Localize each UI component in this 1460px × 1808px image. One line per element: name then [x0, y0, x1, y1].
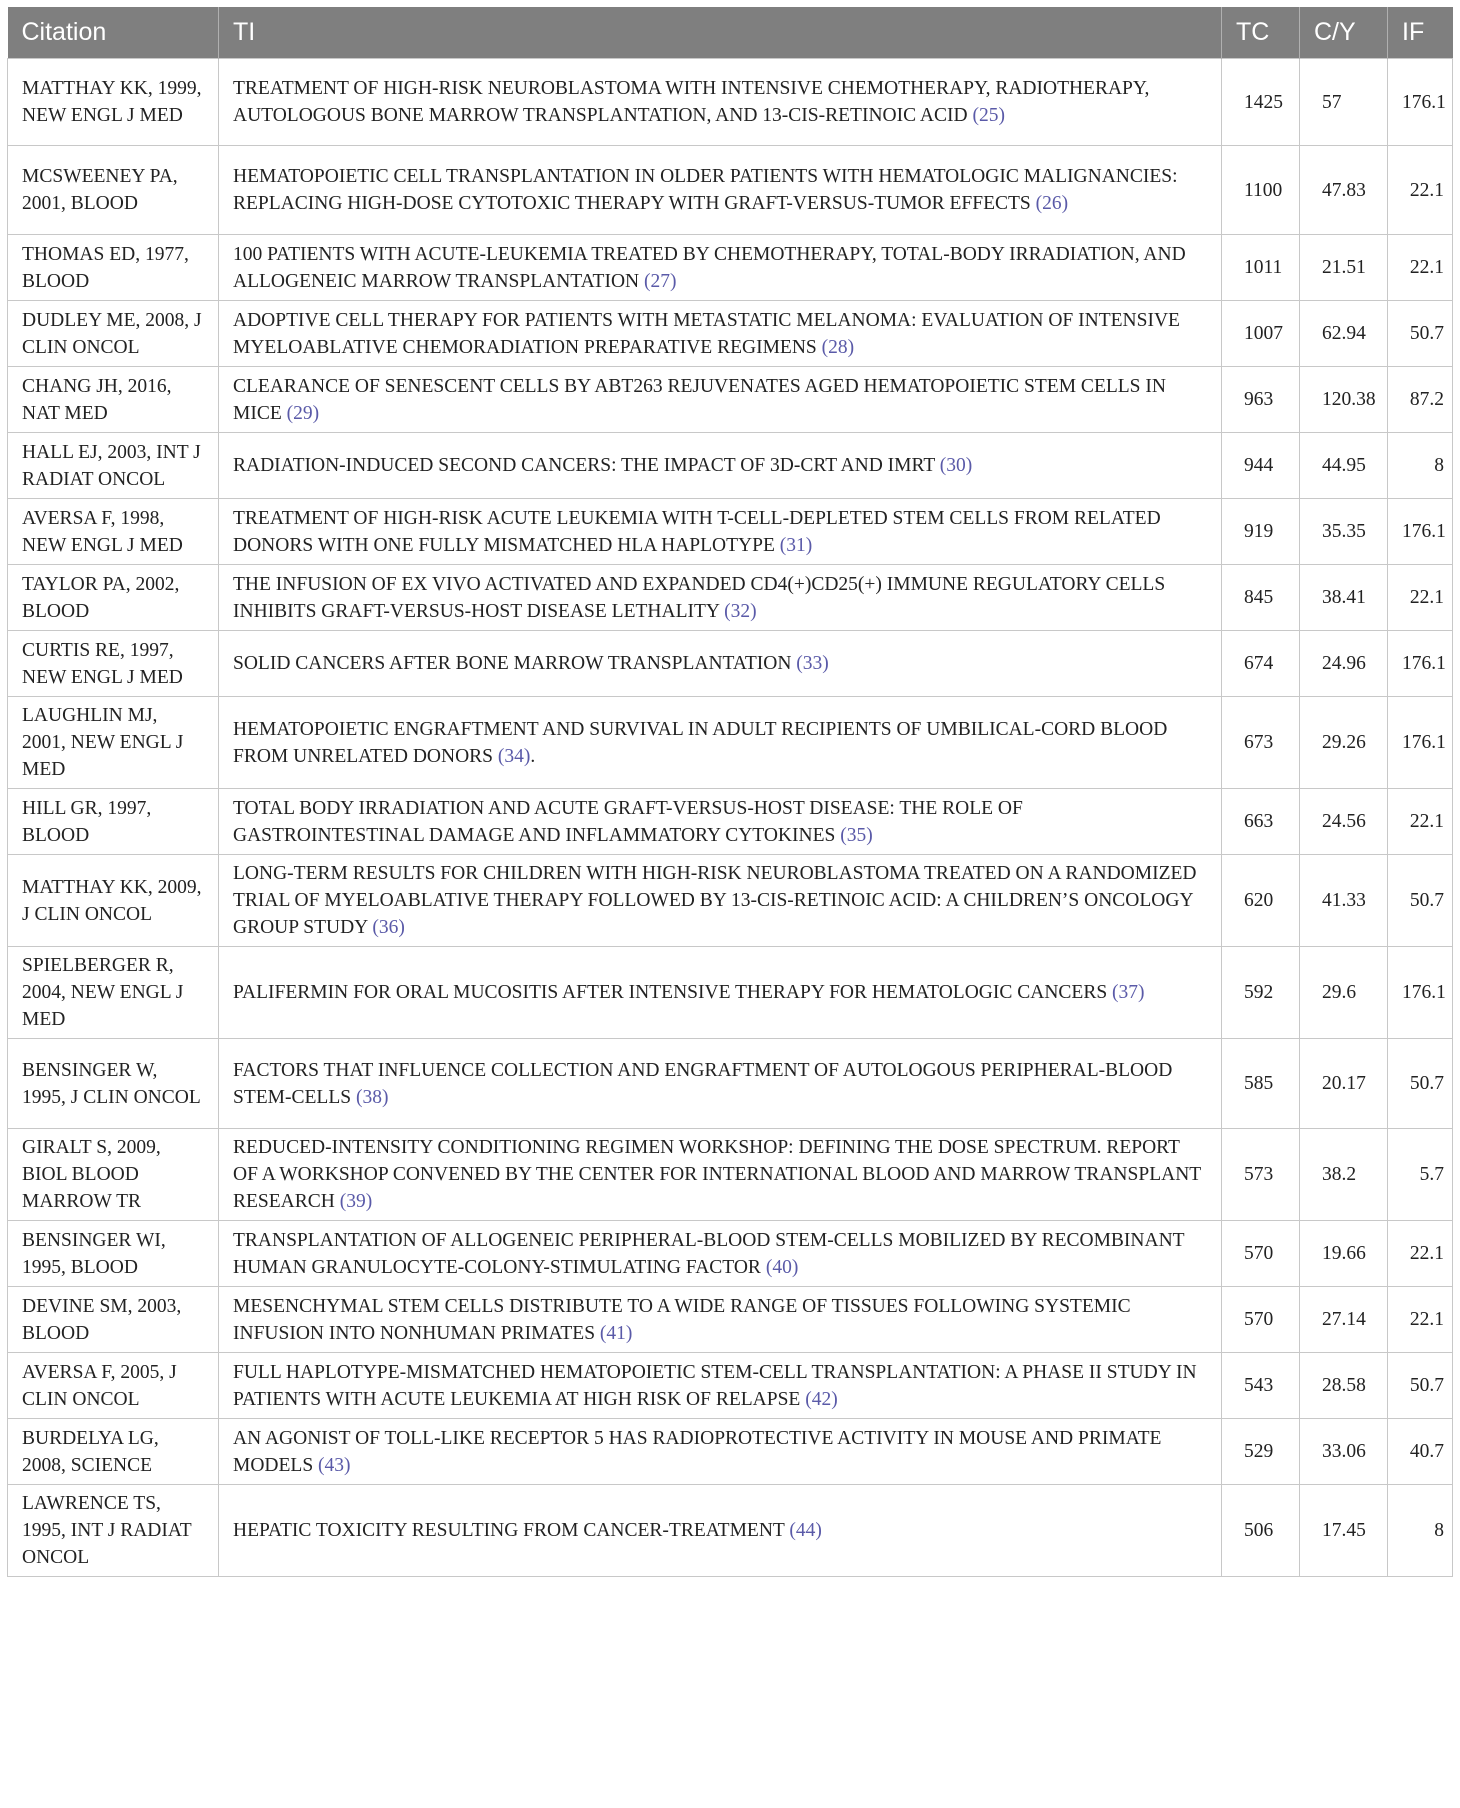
citation-cell: SPIELBERGER R, 2004, NEW ENGL J MED [8, 947, 219, 1039]
cy-cell: 44.95 [1300, 433, 1388, 499]
tc-cell: 570 [1222, 1221, 1300, 1287]
table-row [8, 433, 1453, 499]
cy-cell: 29.6 [1300, 947, 1388, 1039]
cy-cell: 33.06 [1300, 1419, 1388, 1485]
if-cell: 176.1 [1388, 697, 1453, 789]
table-row [8, 947, 1453, 1039]
citation-cell: LAUGHLIN MJ, 2001, NEW ENGL J MED [8, 697, 219, 789]
table-row [8, 697, 1453, 789]
citation-cell: GIRALT S, 2009, BIOL BLOOD MARROW TR [8, 1129, 219, 1221]
title-cell: CLEARANCE OF SENESCENT CELLS BY ABT263 REJUVENATES AGED HEMATOPOIETIC STEM CELLS IN MICE (29) [219, 367, 1222, 433]
title-text: RADIATION-INDUCED SECOND CANCERS: THE IMPACT OF 3D-CRT AND IMRT [233, 455, 935, 476]
if-cell: 8 [1388, 433, 1453, 499]
if-cell: 176.1 [1388, 947, 1453, 1039]
reference-link[interactable]: 26 [1042, 193, 1062, 214]
citation-cell: THOMAS ED, 1977, BLOOD [8, 235, 219, 301]
title-cell: ADOPTIVE CELL THERAPY FOR PATIENTS WITH METASTATIC MELANOMA: EVALUATION OF INTENSIVE MYELOABLATIVE CHEMORADIATION PREPARATIVE REGIMENS (28) [219, 301, 1222, 367]
reference-link[interactable]: 34 [504, 745, 524, 767]
if-cell: 50.7 [1388, 1039, 1453, 1129]
if-cell: 87.2 [1388, 367, 1453, 433]
tc-cell: 944 [1222, 433, 1300, 499]
if-cell: 8 [1388, 1485, 1453, 1577]
reference-link[interactable]: 33 [802, 653, 823, 674]
title-text: FACTORS THAT INFLUENCE COLLECTION AND ENGRAFTMENT OF AUTOLOGOUS PERIPHERAL-BLOOD STEM-CELLS [233, 1059, 1173, 1108]
tc-cell: 573 [1222, 1129, 1300, 1221]
title-cell: AN AGONIST OF TOLL-LIKE RECEPTOR 5 HAS RADIOPROTECTIVE ACTIVITY IN MOUSE AND PRIMATE MODELS (43) [219, 1419, 1222, 1485]
tc-cell: 845 [1222, 565, 1300, 631]
tc-cell: 1011 [1222, 235, 1300, 301]
cy-cell: 38.41 [1300, 565, 1388, 631]
if-cell: 50.7 [1388, 1353, 1453, 1419]
reference-link[interactable]: 30 [946, 455, 966, 476]
cy-cell: 38.2 [1300, 1129, 1388, 1221]
table-row [8, 1221, 1453, 1287]
cy-cell: 24.56 [1300, 789, 1388, 855]
tc-cell: 592 [1222, 947, 1300, 1039]
if-cell: 40.7 [1388, 1419, 1453, 1485]
cy-cell: 27.14 [1300, 1287, 1388, 1353]
title-cell: TRANSPLANTATION OF ALLOGENEIC PERIPHERAL-BLOOD STEM-CELLS MOBILIZED BY RECOMBINANT HUMAN GRANULOCYTE-COLONY-STIMULATING FACTOR (40) [219, 1221, 1222, 1287]
title-text: TRANSPLANTATION OF ALLOGENEIC PERIPHERAL-BLOOD STEM-CELLS MOBILIZED BY RECOMBINANT HUMAN GRANULOCYTE-COLONY-STIMULATING FACTOR [233, 1229, 1185, 1278]
title-text: 100 PATIENTS WITH ACUTE-LEUKEMIA TREATED BY CHEMOTHERAPY, TOTAL-BODY IRRADIATION, AND ALLOGENEIC MARROW TRANSPLANTATION [233, 243, 1186, 292]
table-row [8, 855, 1453, 947]
cy-cell: 120.38 [1300, 367, 1388, 433]
tc-cell: 1007 [1222, 301, 1300, 367]
title-text: MESENCHYMAL STEM CELLS DISTRIBUTE TO A WIDE RANGE OF TISSUES FOLLOWING SYSTEMIC INFUSION INTO NONHUMAN PRIMATES [233, 1295, 1131, 1344]
citation-cell: CURTIS RE, 1997, NEW ENGL J MED [8, 631, 219, 697]
citation-cell: DUDLEY ME, 2008, J CLIN ONCOL [8, 301, 219, 367]
title-text: AN AGONIST OF TOLL-LIKE RECEPTOR 5 HAS RADIOPROTECTIVE ACTIVITY IN MOUSE AND PRIMATE MODELS [233, 1427, 1162, 1476]
title-text: LONG-TERM RESULTS FOR CHILDREN WITH HIGH-RISK NEUROBLASTOMA TREATED ON A RANDOMIZED TRIAL OF MYELOABLATIVE THERAPY FOLLOWED BY 13-CIS-RETINOIC ACID: A CHILDREN’S ONCOLOGY GROUP STUDY [233, 863, 1197, 938]
table-row [8, 146, 1453, 235]
cy-cell: 47.83 [1300, 146, 1388, 235]
citation-cell: LAWRENCE TS, 1995, INT J RADIAT ONCOL [8, 1485, 219, 1577]
table-row [8, 235, 1453, 301]
header-if: IF [1388, 7, 1453, 59]
citation-cell: MATTHAY KK, 1999, NEW ENGL J MED [8, 59, 219, 146]
reference-link[interactable]: 25 [978, 105, 999, 126]
table-row [8, 1419, 1453, 1485]
title-text: TOTAL BODY IRRADIATION AND ACUTE GRAFT-VERSUS-HOST DISEASE: THE ROLE OF GASTROINTESTINAL DAMAGE AND INFLAMMATORY CYTOKINES [233, 797, 1023, 846]
tc-cell: 1425 [1222, 59, 1300, 146]
reference-link[interactable]: 28 [828, 336, 848, 358]
table-row [8, 631, 1453, 697]
title-cell: 100 PATIENTS WITH ACUTE-LEUKEMIA TREATED BY CHEMOTHERAPY, TOTAL-BODY IRRADIATION, AND ALLOGENEIC MARROW TRANSPLANTATION (27) [219, 235, 1222, 301]
cy-cell: 17.45 [1300, 1485, 1388, 1577]
title-text: TREATMENT OF HIGH-RISK ACUTE LEUKEMIA WITH T-CELL-DEPLETED STEM CELLS FROM RELATED DONORS WITH ONE FULLY MISMATCHED HLA HAPLOTYPE [233, 507, 1161, 556]
tc-cell: 673 [1222, 697, 1300, 789]
cy-cell: 24.96 [1300, 631, 1388, 697]
table-row [8, 1039, 1453, 1129]
citation-cell: MCSWEENEY PA, 2001, BLOOD [8, 146, 219, 235]
title-cell: MESENCHYMAL STEM CELLS DISTRIBUTE TO A WIDE RANGE OF TISSUES FOLLOWING SYSTEMIC INFUSION INTO NONHUMAN PRIMATES (41) [219, 1287, 1222, 1353]
reference-link[interactable]: 42 [811, 1388, 832, 1410]
table-row [8, 789, 1453, 855]
if-cell: 22.1 [1388, 1287, 1453, 1353]
tc-cell: 506 [1222, 1485, 1300, 1577]
tc-cell: 674 [1222, 631, 1300, 697]
tc-cell: 585 [1222, 1039, 1300, 1129]
citation-cell: AVERSA F, 2005, J CLIN ONCOL [8, 1353, 219, 1419]
reference-link[interactable]: 36 [378, 917, 399, 938]
title-text: FULL HAPLOTYPE-MISMATCHED HEMATOPOIETIC STEM-CELL TRANSPLANTATION: A PHASE II STUDY IN PATIENTS WITH ACUTE LEUKEMIA AT HIGH RISK OF RELAPSE [233, 1361, 1197, 1410]
table-body [8, 59, 1453, 1577]
cy-cell: 35.35 [1300, 499, 1388, 565]
citation-cell: BENSINGER WI, 1995, BLOOD [8, 1221, 219, 1287]
if-cell: 50.7 [1388, 301, 1453, 367]
table-row [8, 1485, 1453, 1577]
title-cell: FULL HAPLOTYPE-MISMATCHED HEMATOPOIETIC STEM-CELL TRANSPLANTATION: A PHASE II STUDY IN PATIENTS WITH ACUTE LEUKEMIA AT HIGH RISK OF RELAPSE (42) [219, 1353, 1222, 1419]
title-text: ADOPTIVE CELL THERAPY FOR PATIENTS WITH METASTATIC MELANOMA: EVALUATION OF INTENSIVE MYELOABLATIVE CHEMORADIATION PREPARATIVE REGIMENS [233, 309, 1180, 358]
title-suffix: . [530, 745, 536, 767]
citation-cell: HALL EJ, 2003, INT J RADIAT ONCOL [8, 433, 219, 499]
citation-cell: HILL GR, 1997, BLOOD [8, 789, 219, 855]
reference-link[interactable]: 44 [795, 1520, 816, 1541]
reference-link[interactable]: 29 [293, 402, 313, 424]
reference-link[interactable]: 39 [346, 1191, 366, 1212]
cy-cell: 19.66 [1300, 1221, 1388, 1287]
title-cell: REDUCED-INTENSITY CONDITIONING REGIMEN WORKSHOP: DEFINING THE DOSE SPECTRUM. REPORT OF A WORKSHOP CONVENED BY THE CENTER FOR INTERNATIONAL BLOOD AND MARROW TRANSPLANT RESEARCH (39) [219, 1129, 1222, 1221]
title-cell: PALIFERMIN FOR ORAL MUCOSITIS AFTER INTENSIVE THERAPY FOR HEMATOLOGIC CANCERS (37) [219, 947, 1222, 1039]
citation-table [7, 7, 1453, 1577]
title-text: CLEARANCE OF SENESCENT CELLS BY ABT263 REJUVENATES AGED HEMATOPOIETIC STEM CELLS IN MICE [233, 375, 1166, 424]
title-text: TREATMENT OF HIGH-RISK NEUROBLASTOMA WITH INTENSIVE CHEMOTHERAPY, RADIOTHERAPY, AUTOLOGOUS BONE MARROW TRANSPLANTATION, AND 13-CIS-RETINOIC ACID [233, 78, 1150, 126]
reference-link[interactable]: 43 [324, 1454, 345, 1476]
title-cell: SOLID CANCERS AFTER BONE MARROW TRANSPLANTATION (33) [219, 631, 1222, 697]
title-text: HEMATOPOIETIC ENGRAFTMENT AND SURVIVAL IN ADULT RECIPIENTS OF UMBILICAL-CORD BLOOD FROM UNRELATED DONORS [233, 718, 1168, 767]
title-cell: FACTORS THAT INFLUENCE COLLECTION AND ENGRAFTMENT OF AUTOLOGOUS PERIPHERAL-BLOOD STEM-CELLS (38) [219, 1039, 1222, 1129]
if-cell: 22.1 [1388, 565, 1453, 631]
table-header-row [8, 7, 1453, 59]
table-row [8, 499, 1453, 565]
reference-link[interactable]: 37 [1118, 982, 1139, 1003]
tc-cell: 620 [1222, 855, 1300, 947]
table-row [8, 59, 1453, 146]
title-cell: HEMATOPOIETIC ENGRAFTMENT AND SURVIVAL IN ADULT RECIPIENTS OF UMBILICAL-CORD BLOOD FROM UNRELATED DONORS (34). [219, 697, 1222, 789]
if-cell: 176.1 [1388, 499, 1453, 565]
cy-cell: 28.58 [1300, 1353, 1388, 1419]
tc-cell: 919 [1222, 499, 1300, 565]
header-tc: TC [1222, 7, 1300, 59]
citation-cell: MATTHAY KK, 2009, J CLIN ONCOL [8, 855, 219, 947]
if-cell: 22.1 [1388, 146, 1453, 235]
title-cell: THE INFUSION OF EX VIVO ACTIVATED AND EXPANDED CD4(+)CD25(+) IMMUNE REGULATORY CELLS INHIBITS GRAFT-VERSUS-HOST DISEASE LETHALITY (32) [219, 565, 1222, 631]
cy-cell: 21.51 [1300, 235, 1388, 301]
title-text: PALIFERMIN FOR ORAL MUCOSITIS AFTER INTENSIVE THERAPY FOR HEMATOLOGIC CANCERS [233, 982, 1108, 1003]
tc-cell: 529 [1222, 1419, 1300, 1485]
tc-cell: 543 [1222, 1353, 1300, 1419]
citation-cell: TAYLOR PA, 2002, BLOOD [8, 565, 219, 631]
title-cell: LONG-TERM RESULTS FOR CHILDREN WITH HIGH-RISK NEUROBLASTOMA TREATED ON A RANDOMIZED TRIAL OF MYELOABLATIVE THERAPY FOLLOWED BY 13-CIS-RETINOIC ACID: A CHILDREN’S ONCOLOGY GROUP STUDY (36) [219, 855, 1222, 947]
if-cell: 176.1 [1388, 59, 1453, 146]
cy-cell: 62.94 [1300, 301, 1388, 367]
if-cell: 22.1 [1388, 789, 1453, 855]
title-cell: HEPATIC TOXICITY RESULTING FROM CANCER-TREATMENT (44) [219, 1485, 1222, 1577]
tc-cell: 570 [1222, 1287, 1300, 1353]
tc-cell: 663 [1222, 789, 1300, 855]
table-row [8, 367, 1453, 433]
citation-cell: BENSINGER W, 1995, J CLIN ONCOL [8, 1039, 219, 1129]
title-cell: TOTAL BODY IRRADIATION AND ACUTE GRAFT-VERSUS-HOST DISEASE: THE ROLE OF GASTROINTESTINAL DAMAGE AND INFLAMMATORY CYTOKINES (35) [219, 789, 1222, 855]
title-cell: TREATMENT OF HIGH-RISK ACUTE LEUKEMIA WITH T-CELL-DEPLETED STEM CELLS FROM RELATED DONORS WITH ONE FULLY MISMATCHED HLA HAPLOTYPE (31) [219, 499, 1222, 565]
reference-link[interactable]: 35 [846, 824, 867, 846]
title-cell: TREATMENT OF HIGH-RISK NEUROBLASTOMA WITH INTENSIVE CHEMOTHERAPY, RADIOTHERAPY, AUTOLOGOUS BONE MARROW TRANSPLANTATION, AND 13-CIS-RETINOIC ACID (25) [219, 59, 1222, 146]
header-cy: C/Y [1300, 7, 1388, 59]
title-text: SOLID CANCERS AFTER BONE MARROW TRANSPLANTATION [233, 653, 792, 674]
if-cell: 22.1 [1388, 1221, 1453, 1287]
header-ti: TI [219, 7, 1222, 59]
table-row [8, 1129, 1453, 1221]
reference-link[interactable]: 38 [362, 1086, 382, 1108]
table-row [8, 1287, 1453, 1353]
title-cell: HEMATOPOIETIC CELL TRANSPLANTATION IN OLDER PATIENTS WITH HEMATOLOGIC MALIGNANCIES: REPLACING HIGH-DOSE CYTOTOXIC THERAPY WITH GRAFT-VERSUS-TUMOR EFFECTS (26) [219, 146, 1222, 235]
title-cell: RADIATION-INDUCED SECOND CANCERS: THE IMPACT OF 3D-CRT AND IMRT (30) [219, 433, 1222, 499]
cy-cell: 20.17 [1300, 1039, 1388, 1129]
cy-cell: 41.33 [1300, 855, 1388, 947]
if-cell: 50.7 [1388, 855, 1453, 947]
if-cell: 5.7 [1388, 1129, 1453, 1221]
tc-cell: 1100 [1222, 146, 1300, 235]
reference-link[interactable]: 27 [650, 270, 671, 292]
citation-cell: AVERSA F, 1998, NEW ENGL J MED [8, 499, 219, 565]
title-text: HEMATOPOIETIC CELL TRANSPLANTATION IN OLDER PATIENTS WITH HEMATOLOGIC MALIGNANCIES: REPLACING HIGH-DOSE CYTOTOXIC THERAPY WITH GRAFT-VERSUS-TUMOR EFFECTS [233, 166, 1178, 214]
citation-cell: BURDELYA LG, 2008, SCIENCE [8, 1419, 219, 1485]
reference-link[interactable]: 32 [730, 600, 751, 622]
tc-cell: 963 [1222, 367, 1300, 433]
table-row [8, 301, 1453, 367]
title-text: THE INFUSION OF EX VIVO ACTIVATED AND EXPANDED CD4(+)CD25(+) IMMUNE REGULATORY CELLS INHIBITS GRAFT-VERSUS-HOST DISEASE LETHALITY [233, 573, 1166, 622]
if-cell: 22.1 [1388, 235, 1453, 301]
citation-cell: DEVINE SM, 2003, BLOOD [8, 1287, 219, 1353]
header-citation: Citation [8, 7, 219, 59]
table-row [8, 1353, 1453, 1419]
if-cell: 176.1 [1388, 631, 1453, 697]
reference-link[interactable]: 31 [786, 534, 806, 556]
reference-link[interactable]: 41 [606, 1322, 626, 1344]
table-row [8, 565, 1453, 631]
cy-cell: 29.26 [1300, 697, 1388, 789]
cy-cell: 57 [1300, 59, 1388, 146]
citation-cell: CHANG JH, 2016, NAT MED [8, 367, 219, 433]
reference-link[interactable]: 40 [772, 1256, 792, 1278]
title-text: REDUCED-INTENSITY CONDITIONING REGIMEN WORKSHOP: DEFINING THE DOSE SPECTRUM. REPORT OF A WORKSHOP CONVENED BY THE CENTER FOR INTERNATIONAL BLOOD AND MARROW TRANSPLANT RESEARCH [233, 1137, 1201, 1212]
title-text: HEPATIC TOXICITY RESULTING FROM CANCER-TREATMENT [233, 1520, 785, 1541]
